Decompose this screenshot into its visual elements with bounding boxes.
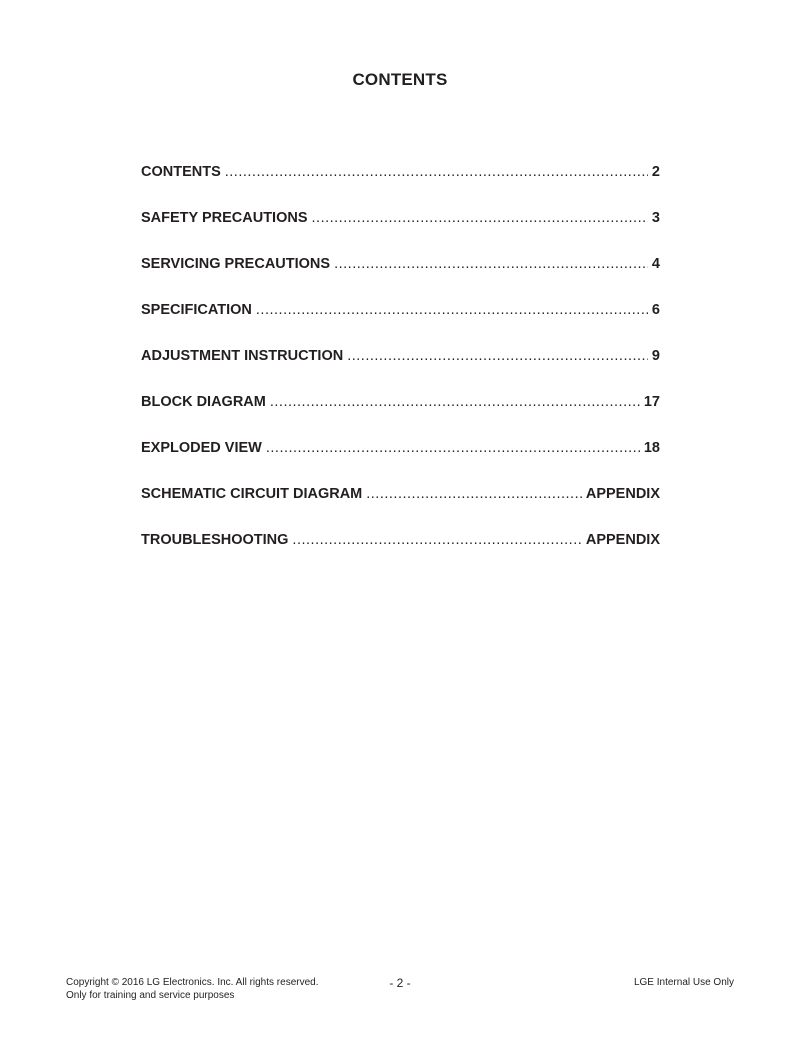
toc-entry-schematic-circuit-diagram[interactable] — [141, 486, 660, 506]
dot-leader — [266, 440, 640, 456]
toc-entry-label: SPECIFICATION — [141, 302, 252, 318]
internal-use-notice: LGE Internal Use Only — [633, 977, 734, 988]
toc-entry-adjustment-instruction[interactable] — [141, 348, 660, 368]
table-of-contents — [141, 164, 660, 578]
dot-leader — [312, 210, 648, 226]
toc-entry-page: APPENDIX — [585, 532, 660, 548]
dot-leader — [256, 302, 648, 318]
toc-entry-label: EXPLODED VIEW — [141, 440, 262, 456]
dot-leader — [292, 532, 581, 548]
toc-entry-label: CONTENTS — [141, 164, 221, 180]
toc-entry-block-diagram[interactable] — [141, 394, 660, 414]
toc-entry-contents[interactable] — [141, 164, 660, 184]
toc-entry-label: TROUBLESHOOTING — [141, 532, 289, 548]
usage-line: Only for training and service purposes — [66, 990, 235, 1001]
dot-leader — [334, 256, 648, 272]
toc-entry-page: APPENDIX — [585, 486, 660, 502]
toc-entry-specification[interactable] — [141, 302, 660, 322]
page-number: - 2 - — [389, 976, 411, 990]
toc-entry-exploded-view[interactable] — [141, 440, 660, 460]
copyright-line: Copyright © 2016 LG Electronics. Inc. All rights reserved. — [66, 977, 319, 988]
toc-entry-safety-precautions[interactable] — [141, 210, 660, 230]
toc-entry-label: BLOCK DIAGRAM — [141, 394, 266, 410]
dot-leader — [225, 164, 648, 180]
toc-entry-troubleshooting[interactable] — [141, 532, 660, 552]
page-title: CONTENTS — [352, 70, 448, 89]
toc-entry-page: 6 — [651, 302, 660, 318]
toc-entry-page: 18 — [643, 440, 660, 456]
toc-entry-page: 3 — [651, 210, 660, 226]
toc-entry-page: 4 — [651, 256, 660, 272]
dot-leader — [366, 486, 582, 502]
toc-entry-label: ADJUSTMENT INSTRUCTION — [141, 348, 344, 364]
toc-entry-label: SAFETY PRECAUTIONS — [141, 210, 308, 226]
toc-entry-label: SCHEMATIC CIRCUIT DIAGRAM — [141, 486, 363, 502]
dot-leader — [270, 394, 640, 410]
toc-entry-label: SERVICING PRECAUTIONS — [141, 256, 331, 272]
toc-entry-page: 9 — [651, 348, 660, 364]
toc-entry-servicing-precautions[interactable] — [141, 256, 660, 276]
toc-entry-page: 2 — [651, 164, 660, 180]
dot-leader — [347, 348, 648, 364]
toc-entry-page: 17 — [643, 394, 660, 410]
